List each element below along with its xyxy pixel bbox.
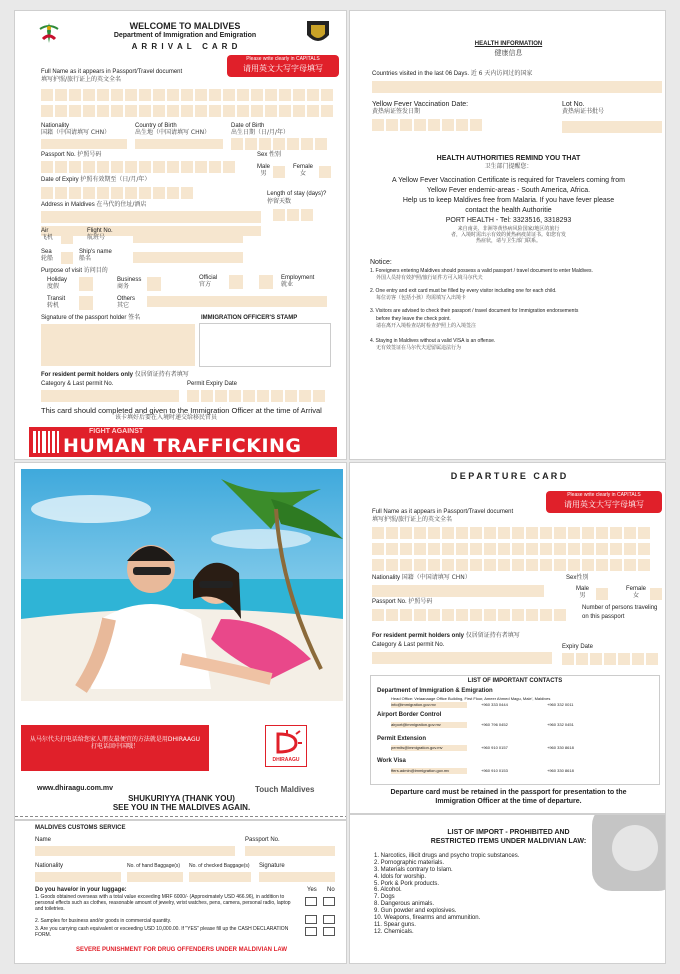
barcode-icon bbox=[33, 431, 59, 453]
arrival-note-zh: 该卡填好后要在入境时递交给移民官员 bbox=[115, 414, 218, 421]
customs-signature-field[interactable] bbox=[259, 872, 335, 882]
customs-name-label: Name bbox=[35, 837, 52, 843]
contact-fax-0: +960 332 0011 bbox=[547, 702, 574, 707]
purpose-label bbox=[41, 268, 108, 275]
signature-field[interactable] bbox=[41, 324, 195, 366]
import-item: 11. Spear guns. bbox=[374, 921, 416, 928]
contact-phone-0: +960 333 0444 bbox=[481, 702, 508, 707]
q1-no-checkbox[interactable] bbox=[323, 897, 335, 906]
assistive-touch-button[interactable] bbox=[592, 814, 666, 891]
banner-small: FIGHT AGAINST bbox=[89, 428, 144, 435]
holiday-label-en: Holiday bbox=[47, 277, 68, 283]
drug-warning: SEVERE PUNISHMENT FOR DRUG OFFENDERS UNDER MALDIVIAN LAW bbox=[75, 947, 287, 953]
departure-expiry-label: Expiry Date bbox=[562, 644, 594, 650]
stamp-label: IMMIGRATION OFFICER'S STAMP bbox=[201, 315, 298, 321]
customs-q1: 1. Goods obtained overseas with a total value exceeding MRF 6000/- (Approximately USD 466.96), in addition to personal effects such as clothes, reasonable amount of jewelry, wrist watches, pens, camera, personal radio, laptop and toiletries. bbox=[35, 894, 291, 912]
air-label-en: Air bbox=[41, 228, 49, 234]
see-you-again: SEE YOU IN THE MALDIVES AGAIN. bbox=[112, 803, 251, 812]
length-label: Length of stay (days)? bbox=[267, 191, 327, 197]
air-label bbox=[41, 228, 53, 242]
notice-2: 2. One entry and exit card must be filled by every visitor including one for each child. bbox=[370, 288, 557, 294]
signature-label-zh: 签名 bbox=[128, 314, 141, 321]
persons-label-2: on this passport bbox=[582, 614, 625, 620]
human-trafficking-banner bbox=[29, 427, 337, 457]
customs-hand-field[interactable] bbox=[127, 872, 183, 882]
countries-field[interactable] bbox=[372, 81, 662, 93]
transit-label bbox=[47, 296, 65, 310]
contact-email-2[interactable]: permits@immigration.gov.mv bbox=[391, 745, 467, 751]
notice-4-zh: 无有效签证在马尔代夫逗留属违法行为 bbox=[376, 345, 462, 351]
passport-boxes[interactable] bbox=[41, 161, 235, 173]
departure-male-label: Male bbox=[576, 586, 590, 592]
transit-checkbox[interactable] bbox=[79, 296, 93, 310]
female-label-zh: 女 bbox=[300, 169, 307, 177]
flight-field[interactable] bbox=[133, 232, 243, 243]
ad-url[interactable]: www.dhiraagu.com.mv bbox=[37, 785, 113, 792]
customs-card bbox=[14, 820, 347, 964]
health-para-zh-2: 者，入境时需出示有效的黄热病疫苗证书。如您有发 bbox=[450, 232, 566, 238]
departure-female-option[interactable] bbox=[626, 586, 646, 600]
business-checkbox[interactable] bbox=[147, 277, 161, 291]
lot-label-zh: 黄热病证书批号 bbox=[562, 108, 605, 115]
import-item: 2. Pornographic materials. bbox=[374, 859, 445, 866]
contact-email-0[interactable]: info@immigration.gov.mv bbox=[391, 702, 467, 708]
notice-3-zh: 请在离开入境检查站时检查护照上的入境签注 bbox=[376, 323, 477, 329]
departure-category-field[interactable] bbox=[372, 652, 552, 664]
expiry-label-zh: 护照有效期至（日/月/年） bbox=[80, 176, 151, 183]
customs-checked-field[interactable] bbox=[189, 872, 251, 882]
departure-nationality-en: Nationality bbox=[372, 575, 401, 581]
ship-label-en: Ship's name bbox=[79, 249, 112, 255]
sea-label-en: Sea bbox=[41, 249, 52, 255]
import-list-card bbox=[349, 814, 666, 964]
expiry-label bbox=[41, 177, 150, 184]
others-label bbox=[117, 296, 135, 310]
departure-capitals-tag bbox=[546, 491, 662, 513]
passport-label-en: Passport No. bbox=[41, 152, 76, 158]
health-para-3: Help us to keep Maldives free from Malaria. If you have fever please bbox=[402, 197, 615, 204]
departure-full-name-label-zh: 填写护照/旅行证上的英文全名 bbox=[372, 516, 453, 523]
customs-hand-label: No. of hand Baggage(s) bbox=[127, 863, 181, 869]
departure-passport-en: Passport No. bbox=[372, 599, 407, 605]
beach-couple-photo bbox=[21, 469, 343, 701]
contact-name-2: Permit Extension bbox=[377, 736, 427, 742]
departure-title: D E P A R T U R E C A R D bbox=[450, 471, 567, 481]
import-title-2: RESTRICTED ITEMS UNDER MALDIVIAN LAW: bbox=[430, 838, 587, 845]
import-list bbox=[374, 853, 519, 936]
countries-label-zh: 近 6 天内访问过的国家 bbox=[470, 70, 533, 77]
country-birth-label: Country of Birth bbox=[135, 123, 177, 129]
departure-resident-en: For resident permit holders only bbox=[372, 633, 465, 639]
dhiraagu-logo bbox=[265, 725, 307, 767]
nationality-field[interactable] bbox=[41, 139, 127, 149]
arrival-card bbox=[14, 10, 347, 460]
permit-expiry-boxes[interactable] bbox=[187, 390, 325, 402]
sex-label-en: Sex bbox=[257, 152, 268, 158]
departure-passport-label bbox=[372, 599, 432, 606]
departure-capitals-zh: 请用英文大写字母填写 bbox=[564, 499, 644, 509]
sex-label-zh: 性别 bbox=[269, 151, 282, 158]
sex-label bbox=[257, 152, 281, 159]
female-label: Female bbox=[293, 164, 314, 170]
full-name-boxes-2[interactable] bbox=[41, 105, 333, 117]
male-label: Male bbox=[257, 164, 271, 170]
port-health: PORT HEALTH - Tel: 3323516, 3318293 bbox=[445, 217, 572, 224]
dhiraagu-logo-icon bbox=[272, 730, 302, 756]
full-name-label: Full Name as it appears in Passport/Travel document bbox=[41, 69, 183, 75]
male-label-zh: 男 bbox=[260, 169, 267, 177]
remind-title-zh: 卫生部门提醒您： bbox=[484, 163, 533, 170]
departure-name-boxes-2[interactable] bbox=[372, 543, 650, 555]
arrival-dept: Department of Immigration and Emigration bbox=[113, 32, 257, 39]
import-item: 9. Gun powder and explosives. bbox=[374, 908, 457, 915]
air-label-zh: 飞机 bbox=[41, 233, 54, 241]
official-label bbox=[199, 275, 217, 289]
assistive-touch-icon bbox=[612, 825, 658, 871]
arrival-card-title: A R R I V A L C A R D bbox=[131, 42, 239, 51]
flight-label-zh: 航班号 bbox=[87, 233, 106, 241]
contact-name-0: Department of Immigration & Emigration bbox=[377, 688, 493, 694]
departure-nationality-zh: 国籍（中国请填写 CHN） bbox=[401, 574, 471, 581]
others-label-zh: 其它 bbox=[117, 301, 130, 309]
address-label-en: Address in Maldives bbox=[41, 202, 95, 208]
customs-yes: Yes bbox=[307, 887, 317, 893]
air-checkbox[interactable] bbox=[61, 232, 73, 244]
nationality-label: Nationality bbox=[41, 123, 70, 129]
q1-yes-checkbox[interactable] bbox=[305, 897, 317, 906]
health-title-zh: 健康信息 bbox=[494, 49, 523, 57]
departure-expiry-boxes[interactable] bbox=[562, 653, 658, 665]
retain-note-1: Departure card must be retained in the passport for presentation to the bbox=[390, 789, 627, 796]
departure-nationality-label bbox=[372, 575, 471, 582]
ship-label-zh: 船名 bbox=[79, 254, 92, 262]
arrival-note: This card should completed and given to the Immigration Officer at the time of Arrival bbox=[41, 406, 322, 415]
import-title-1: LIST OF IMPORT - PROHIBITED AND bbox=[447, 829, 570, 836]
contacts-box bbox=[370, 675, 660, 785]
expiry-boxes[interactable] bbox=[41, 187, 193, 199]
female-checkbox[interactable] bbox=[319, 166, 331, 178]
import-item: 4. Idols for worship. bbox=[374, 873, 427, 880]
q3-yes-checkbox[interactable] bbox=[305, 927, 317, 936]
health-para-zh-3: 热症状，请与卫生部门联系。 bbox=[475, 238, 541, 244]
male-option[interactable] bbox=[257, 164, 270, 178]
countries-label-en: Countries visited in the last 06 Days. bbox=[372, 71, 470, 77]
sea-checkbox[interactable] bbox=[61, 252, 73, 264]
customs-signature-label: Signature bbox=[259, 863, 285, 869]
others-label-en: Others bbox=[117, 296, 136, 302]
business-label-zh: 商务 bbox=[117, 282, 130, 290]
yellow-label-zh: 黄热病证签发日期 bbox=[372, 108, 421, 115]
import-item: 5. Pork & Pork products. bbox=[374, 880, 440, 887]
official-label-zh: 官方 bbox=[199, 280, 212, 288]
departure-nationality-field[interactable] bbox=[372, 585, 544, 597]
stamp-box bbox=[199, 323, 331, 367]
passport-label bbox=[41, 152, 101, 159]
signature-label-en: Signature of the passport holder bbox=[41, 315, 127, 321]
yellow-date-boxes[interactable] bbox=[372, 119, 482, 131]
health-title: HEALTH INFORMATION bbox=[474, 41, 543, 47]
full-name-label-zh: 填写护照/旅行证上的英文全名 bbox=[41, 76, 122, 83]
notice-1-zh: 外国人员持有效护照/旅行证件方可入境马尔代夫 bbox=[376, 275, 483, 281]
contact-fax-1: +960 332 0451 bbox=[547, 722, 574, 727]
contact-phone-3: +960 910 0153 bbox=[481, 768, 508, 773]
departure-name-boxes-1[interactable] bbox=[372, 527, 650, 539]
notice-3: 3. Visitors are advised to check their passport / travel document for Immigration endorsements bbox=[370, 308, 579, 314]
dob-boxes[interactable] bbox=[231, 138, 327, 150]
permit-expiry-label: Permit Expiry Date bbox=[187, 381, 238, 387]
dhiraagu-brand: DHIRAAGU bbox=[272, 757, 300, 763]
import-item: 6. Alcohol. bbox=[374, 887, 402, 894]
ad-red-text: 从马尔代夫打电话给您家人朋友最便宜的方法就是用DHIRAAGU打电话回中国哦！ bbox=[29, 736, 201, 750]
contact-fax-2: +960 330 8618 bbox=[547, 745, 574, 750]
import-item: 8. Dangerous animals. bbox=[374, 901, 435, 908]
transit-label-en: Transit bbox=[47, 296, 66, 302]
q3-no-checkbox[interactable] bbox=[323, 927, 335, 936]
category-label: Category & Last permit No. bbox=[41, 381, 114, 387]
dob-label: Date of Birth bbox=[231, 123, 265, 129]
customs-q3: 3. Are you carrying cash equivalent or exceeding USD 10,000.00. If "YES" please fill up the CASH DECLARATION FORM. bbox=[35, 926, 289, 938]
male-checkbox[interactable] bbox=[273, 166, 285, 178]
health-para-zh-1: 来自南美、非洲等黄热病风险国家/地区的旅行 bbox=[457, 226, 560, 232]
capitals-tag-en: Please write clearly in CAPITALS bbox=[246, 56, 320, 62]
customs-passport-label: Passport No. bbox=[245, 837, 280, 843]
departure-passport-zh: 护照号码 bbox=[408, 598, 433, 605]
customs-q2: 2. Samples for business and/or goods in commercial quantity. bbox=[35, 918, 172, 924]
ad-slogan: Touch Maldives bbox=[255, 785, 315, 794]
signature-label bbox=[41, 315, 140, 322]
purpose-label-zh: 访问目的 bbox=[83, 267, 108, 274]
category-field[interactable] bbox=[41, 390, 179, 402]
departure-name-boxes-3[interactable] bbox=[372, 559, 650, 571]
passport-label-zh: 护照号码 bbox=[77, 151, 102, 158]
contact-detail-0: Head Office: Velaanaage Office Building, First Floor, Ameer Ahmed Magu, Male', Maldives bbox=[391, 696, 551, 701]
customs-no: No bbox=[327, 887, 335, 893]
contacts-title: LIST OF IMPORTANT CONTACTS bbox=[467, 678, 563, 684]
contact-email-1[interactable]: airport@immigration.gov.mv bbox=[391, 722, 467, 728]
health-para-4: contact the health Authoritie bbox=[465, 207, 552, 214]
departure-female-label-zh: 女 bbox=[633, 591, 640, 599]
departure-male-option[interactable] bbox=[576, 586, 589, 600]
immigration-badge-icon bbox=[305, 19, 331, 47]
q2-no-checkbox[interactable] bbox=[323, 915, 335, 924]
departure-category-label: Category & Last permit No. bbox=[372, 642, 445, 648]
countries-label bbox=[372, 71, 532, 78]
departure-female-checkbox[interactable] bbox=[650, 588, 662, 600]
notice-1: 1. Foreigners entering Maldives should possess a valid passport / travel document to enter Maldives. bbox=[370, 268, 593, 274]
customs-passport-field[interactable] bbox=[245, 846, 335, 856]
remind-title: HEALTH AUTHORITIES REMIND YOU THAT bbox=[436, 155, 581, 162]
thank-you: SHUKURIYYA (THANK YOU) bbox=[128, 794, 235, 803]
address-label-zh: 在马代的住址/酒店 bbox=[96, 201, 147, 208]
departure-sex-en: Sex bbox=[566, 575, 577, 581]
length-label-zh: 停留天数 bbox=[267, 198, 292, 205]
flight-label-en: Flight No. bbox=[87, 228, 113, 234]
tear-line bbox=[15, 816, 347, 817]
retain-note-2: Immigration Officer at the time of departure. bbox=[435, 798, 582, 805]
employment-label bbox=[281, 275, 314, 289]
departure-sex-label bbox=[566, 575, 588, 582]
departure-resident-label bbox=[372, 633, 520, 640]
employment-label-zh: 就业 bbox=[281, 280, 294, 288]
arrival-title: WELCOME TO MALDIVES bbox=[129, 21, 241, 31]
customs-checked-label: No. of checked Baggage(s) bbox=[189, 863, 250, 869]
departure-card bbox=[349, 462, 666, 814]
employment-label-en: Employment bbox=[281, 275, 315, 281]
contact-phone-1: +960 796 0452 bbox=[481, 722, 508, 727]
q2-yes-checkbox[interactable] bbox=[305, 915, 317, 924]
customs-title: MALDIVES CUSTOMS SERVICE bbox=[35, 825, 126, 831]
official-checkbox[interactable] bbox=[229, 275, 243, 289]
capitals-tag bbox=[227, 55, 339, 77]
contact-fax-3: +960 330 8618 bbox=[547, 768, 574, 773]
resident-label-zh: 仅居留证持有者填写 bbox=[134, 371, 189, 378]
contact-phone-2: +960 910 0157 bbox=[481, 745, 508, 750]
import-item: 7. Dogs bbox=[374, 894, 395, 901]
flight-label bbox=[87, 228, 113, 242]
departure-resident-zh: 仅居留证持有者填写 bbox=[465, 632, 520, 639]
lot-field[interactable] bbox=[562, 121, 662, 133]
address-label bbox=[41, 202, 146, 209]
banner-title: HUMAN TRAFFICKING bbox=[63, 435, 302, 457]
departure-sex-zh: 性别 bbox=[576, 574, 589, 581]
yellow-label: Yellow Fever Vaccination Date: bbox=[372, 101, 469, 108]
import-item: 12. Chemicals. bbox=[374, 928, 414, 935]
nationality-label-zh: 国籍（中国请填写 CHN） bbox=[41, 129, 111, 136]
departure-capitals-en: Please write clearly in CAPITALS bbox=[567, 492, 641, 498]
dhiraagu-advertisement bbox=[14, 462, 347, 820]
departure-passport-boxes[interactable] bbox=[372, 609, 566, 621]
persons-label: Number of persons traveling bbox=[582, 605, 658, 611]
customs-nationality-label: Nationality bbox=[35, 863, 64, 869]
business-label-en: Business bbox=[117, 277, 142, 283]
employment-checkbox[interactable] bbox=[259, 275, 273, 289]
health-para-2: Yellow Fever endemic-areas - South America, Africa. bbox=[426, 187, 591, 194]
ship-field[interactable] bbox=[133, 252, 243, 263]
country-birth-label-zh: 出生地（中国请填写 CHN） bbox=[135, 129, 211, 136]
notice-2-zh: 每位访客（包括小孩）均需填写入出境卡 bbox=[376, 295, 467, 301]
customs-question: Do you have/or in your luggage: bbox=[35, 887, 127, 893]
sea-label-zh: 轮船 bbox=[41, 254, 54, 262]
official-label-en: Official bbox=[199, 275, 218, 281]
sea-label bbox=[41, 249, 53, 263]
female-option[interactable] bbox=[293, 164, 313, 178]
holiday-label-zh: 度假 bbox=[47, 282, 60, 290]
departure-male-label-zh: 男 bbox=[579, 591, 586, 599]
departure-female-label: Female bbox=[626, 586, 647, 592]
ship-label bbox=[79, 249, 112, 263]
departure-full-name-label: Full Name as it appears in Passport/Travel document bbox=[372, 509, 514, 515]
departure-male-checkbox[interactable] bbox=[596, 588, 608, 600]
notice-title: Notice: bbox=[370, 259, 392, 266]
health-para-1: A Yellow Fever Vaccination Certificate is required for Travelers coming from bbox=[392, 177, 625, 184]
notice-4: 4. Staying in Maldives without a valid VISA is an offense. bbox=[370, 338, 496, 344]
import-item: 10. Weapons, firearms and ammunition. bbox=[374, 915, 481, 922]
notice-3b: before they leave the check point. bbox=[376, 316, 451, 322]
lot-label: Lot No. bbox=[562, 101, 585, 108]
purpose-label-en: Purpose of visit bbox=[41, 268, 83, 274]
resident-label bbox=[41, 372, 189, 379]
maldives-emblem-icon bbox=[37, 21, 61, 45]
contact-name-1: Airport Border Control bbox=[377, 712, 442, 718]
contact-name-3: Work Visa bbox=[377, 758, 406, 764]
import-item: 1. Narcotics, illicit drugs and psycho tropic substances. bbox=[374, 853, 520, 859]
dob-label-zh: 出生日期（日/月/年） bbox=[231, 129, 290, 136]
country-birth-field[interactable] bbox=[135, 139, 223, 149]
holiday-label bbox=[47, 277, 67, 291]
transit-label-zh: 转机 bbox=[47, 301, 60, 309]
others-field[interactable] bbox=[147, 296, 327, 307]
business-label bbox=[117, 277, 141, 291]
length-boxes[interactable] bbox=[273, 209, 313, 221]
customs-nationality-field[interactable] bbox=[35, 872, 121, 882]
customs-name-field[interactable] bbox=[35, 846, 235, 856]
address-field-1[interactable] bbox=[41, 211, 261, 223]
full-name-boxes-1[interactable] bbox=[41, 89, 333, 101]
capitals-tag-zh: 请用英文大写字母填写 bbox=[243, 63, 323, 73]
contact-email-3[interactable]: ffers.admin@immigration.gov.mv bbox=[391, 768, 467, 774]
import-item: 3. Materials contrary to Islam. bbox=[374, 866, 453, 873]
expiry-label-en: Date of Expiry bbox=[41, 177, 79, 183]
ad-red-box bbox=[21, 725, 209, 771]
health-information-card bbox=[349, 10, 666, 460]
holiday-checkbox[interactable] bbox=[79, 277, 93, 291]
resident-label-en: For resident permit holders only bbox=[41, 372, 134, 378]
